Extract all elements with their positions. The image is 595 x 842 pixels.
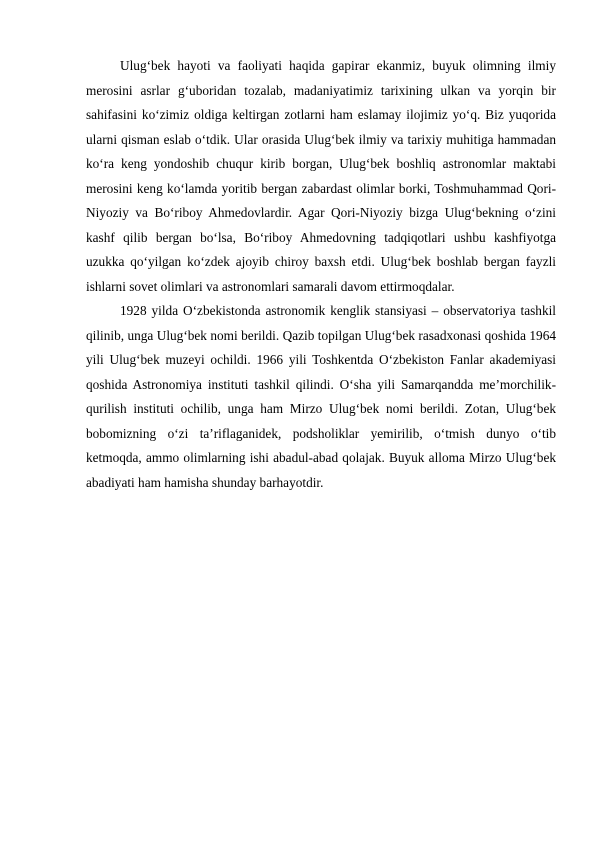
paragraph-2: 1928 yilda O‘zbekistonda astronomik kenglik stansiyasi – observatoriya tashkil qilinib, unga Ulug‘bek nomi berildi. Qazib topilgan Ulug‘bek rasadxonasi qoshida 1964 yili Ulug‘bek muzeyi ochildi. 1966 yili Toshkentda O‘zbekiston Fanlar akademiyasi qoshida Astronomiya instituti tashkil qilindi. O‘sha yili Samarqandda me’morchilik-qurilish instituti ochilib, unga ham Mirzo Ulug‘bek nomi berildi. Zotan, Ulug‘bek bobomizning o‘zi ta’riflaganidek, podsholiklar yemirilib, o‘tmish dunyo o‘tib ketmoqda, ammo olimlarning ishi abadul-abad qolajak. Buyuk alloma Mirzo Ulug‘bek abadiyati ham hamisha shunday barhayotdir.	[86, 303, 556, 490]
paragraph-1: Ulug‘bek hayoti va faoliyati haqida gapirar ekanmiz, buyuk olimning ilmiy merosini asrlar g‘uboridan tozalab, madaniyatimiz tarixining ulkan va yorqin bir sahifasini ko‘zimiz oldiga keltirgan zotlarni ham eslamay ilojimiz yo‘q. Biz yuqorida ularni qisman eslab o‘tdik. Ular orasida Ulug‘bek ilmiy va tarixiy muhitiga hammadan ko‘ra keng yondoshib chuqur kirib borgan, Ulug‘bek boshliq astronomlar maktabi merosini keng ko‘lamda yoritib bergan zabardast olimlar borki, Toshmuhammad Qori-Niyoziy va Bo‘riboy Ahmedovlardir. Agar Qori-Niyoziy bizga Ulug‘bekning o‘zini kashf qilib bergan bo‘lsa, Bo‘riboy Ahmedovning tadqiqotlari ushbu kashfiyotga uzukka qo‘yilgan ko‘zdek ajoyib chiroy baxsh etdi. Ulug‘bek boshlab bergan fayzli ishlarni sovet olimlari va astronomlari samarali davom ettirmoqdalar.	[86, 58, 556, 294]
body-text	[86, 54, 556, 495]
